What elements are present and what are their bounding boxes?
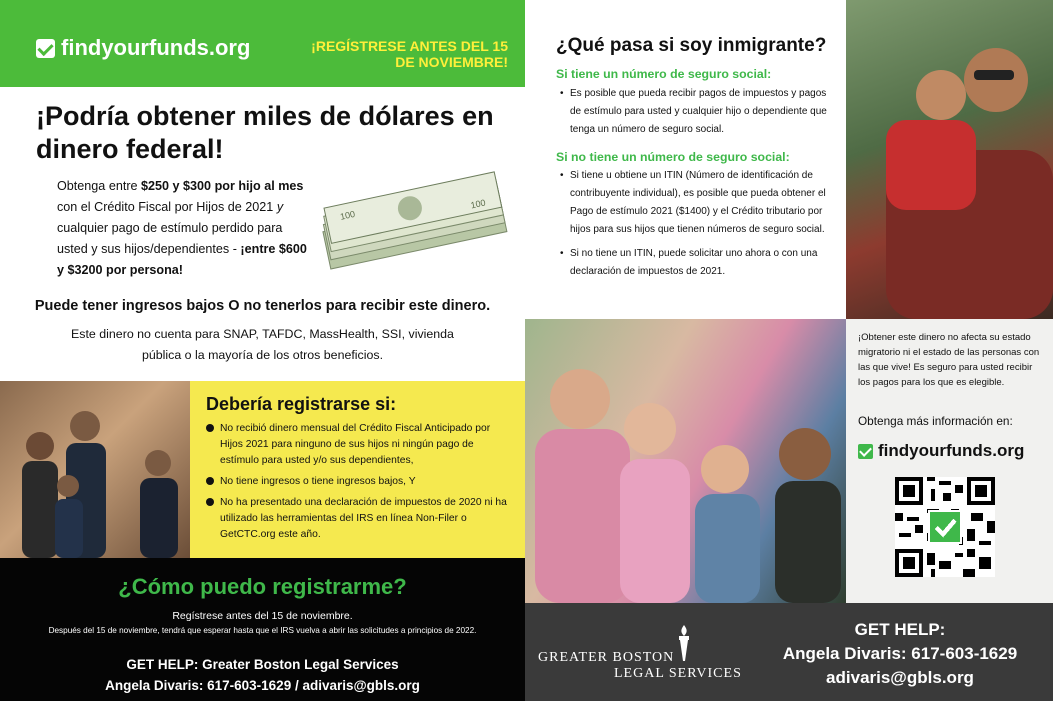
father-son-figures — [846, 0, 1053, 319]
per-person-amount: ¡entre $600 y $3200 por persona! — [57, 242, 307, 277]
help-email[interactable]: adivaris@gbls.org — [826, 668, 974, 687]
after-deadline-note: Después del 15 de noviembre, tendrá que esperar hasta que el IRS vuelva a abrir las solicitudes a principios de 2022. — [48, 626, 477, 635]
list-item: • Si no tiene un ITIN, puede solicitar uno ahora o con una declaración de impuestos de 2021. — [558, 245, 833, 281]
register-before-text: Regístrese antes del 15 de noviembre. — [172, 610, 353, 622]
credit-amount: $250 y $300 por hijo al mes — [141, 179, 304, 193]
has-ssn-list — [558, 85, 828, 139]
mother-children-figures — [525, 319, 846, 603]
org-name-line2: LEGAL SERVICES — [614, 666, 742, 681]
no-ssn-list — [558, 167, 833, 287]
help-contact-left — [0, 654, 525, 696]
org-logo-text — [538, 650, 742, 682]
checkbox-icon — [858, 444, 873, 459]
eligibility-list — [206, 421, 511, 548]
brand-logo — [36, 35, 250, 61]
family-photo — [0, 381, 190, 558]
no-ssn-title: Si no tiene un número de seguro social: — [556, 150, 790, 164]
org-name-line1: GREATER BOSTON — [538, 650, 675, 665]
family-photo-figures — [0, 381, 190, 558]
credit-text-and: y — [276, 200, 284, 214]
eligibility-title: Debería registrarse si: — [206, 394, 397, 414]
brand-logo-text: findyourfunds.org — [61, 35, 251, 60]
has-ssn-title: Si tiene un número de seguro social: — [556, 67, 772, 81]
list-item: No recibió dinero mensual del Crédito Fiscal Anticipado por Hijos 2021 para ninguno de sus hijos ni ningún pago de estímulo para usted y/o sus dependientes, — [206, 421, 511, 469]
credit-text-3: cualquier pago de estímulo perdido para usted y sus hijos/dependientes - — [57, 221, 283, 256]
income-statement: Puede tener ingresos bajos O no tenerlos para recibir este dinero. — [34, 298, 491, 314]
money-stack-image — [312, 158, 512, 278]
help-contact-right — [760, 618, 1040, 690]
svg-text:100: 100 — [339, 208, 356, 222]
benefits-statement — [0, 324, 525, 366]
qr-code-icon[interactable] — [895, 477, 995, 577]
help-phone: Angela Divaris: 617-603-1629 — [782, 644, 1018, 663]
svg-text:100: 100 — [469, 197, 487, 211]
help-org-line: GET HELP: Greater Boston Legal Services — [126, 657, 399, 672]
list-item: • Si tiene u obtiene un ITIN (Número de identificación de contribuyente individual), es posible que pueda obtener el Pago de estímulo 2021 ($1400) y el Crédito tributario por hijos para sus hijos que tienen números de seguro social. — [558, 167, 833, 239]
list-item: • Es posible que pueda recibir pagos de impuestos y pagos de estímulo para usted y cualquier hijo o dependiente que tenga un número de seguro social. — [558, 85, 828, 139]
help-title: GET HELP: — [854, 620, 946, 639]
how-to-register-title: ¿Cómo puedo registrarme? — [118, 574, 407, 599]
immigration-status-note: ¡Obtener este dinero no afecta su estado migratorio ni el estado de las personas con las que vive! Es seguro para usted recibir los pagos para los que es elegible. — [858, 332, 1040, 388]
immigrant-title: ¿Qué pasa si soy inmigrante? — [556, 35, 827, 56]
credit-text-1: Obtenga entre — [57, 179, 142, 193]
father-son-photo — [846, 0, 1053, 319]
help-contact-line: Angela Divaris: 617-603-1629 / adivaris@gbls.org — [105, 678, 420, 693]
list-item: No tiene ingresos o tiene ingresos bajos, Y — [206, 474, 511, 490]
brand-logo-small-text: findyourfunds.org — [878, 441, 1025, 460]
checkbox-icon — [36, 39, 55, 58]
mother-children-photo — [525, 319, 846, 603]
list-item: No ha presentado una declaración de impuestos de 2020 ni ha utilizado las herramientas del IRS en línea Non-Filer o GetCTC.org este año. — [206, 495, 511, 543]
page-headline: ¡Podría obtener miles de dólares en dinero federal! — [36, 101, 494, 164]
brand-logo-small[interactable] — [858, 441, 1024, 461]
more-info-label: Obtenga más información en: — [858, 414, 1013, 428]
benefits-text: Este dinero no cuenta para SNAP, TAFDC, MassHealth, SSI, vivienda pública o la mayoría de los otros beneficios. — [71, 327, 454, 362]
register-deadline: ¡REGÍSTRESE ANTES DEL 15 DE NOVIEMBRE! — [311, 38, 508, 70]
credit-text-2: con el Crédito Fiscal por Hijos de 2021 — [57, 200, 277, 214]
credit-description — [57, 176, 307, 281]
